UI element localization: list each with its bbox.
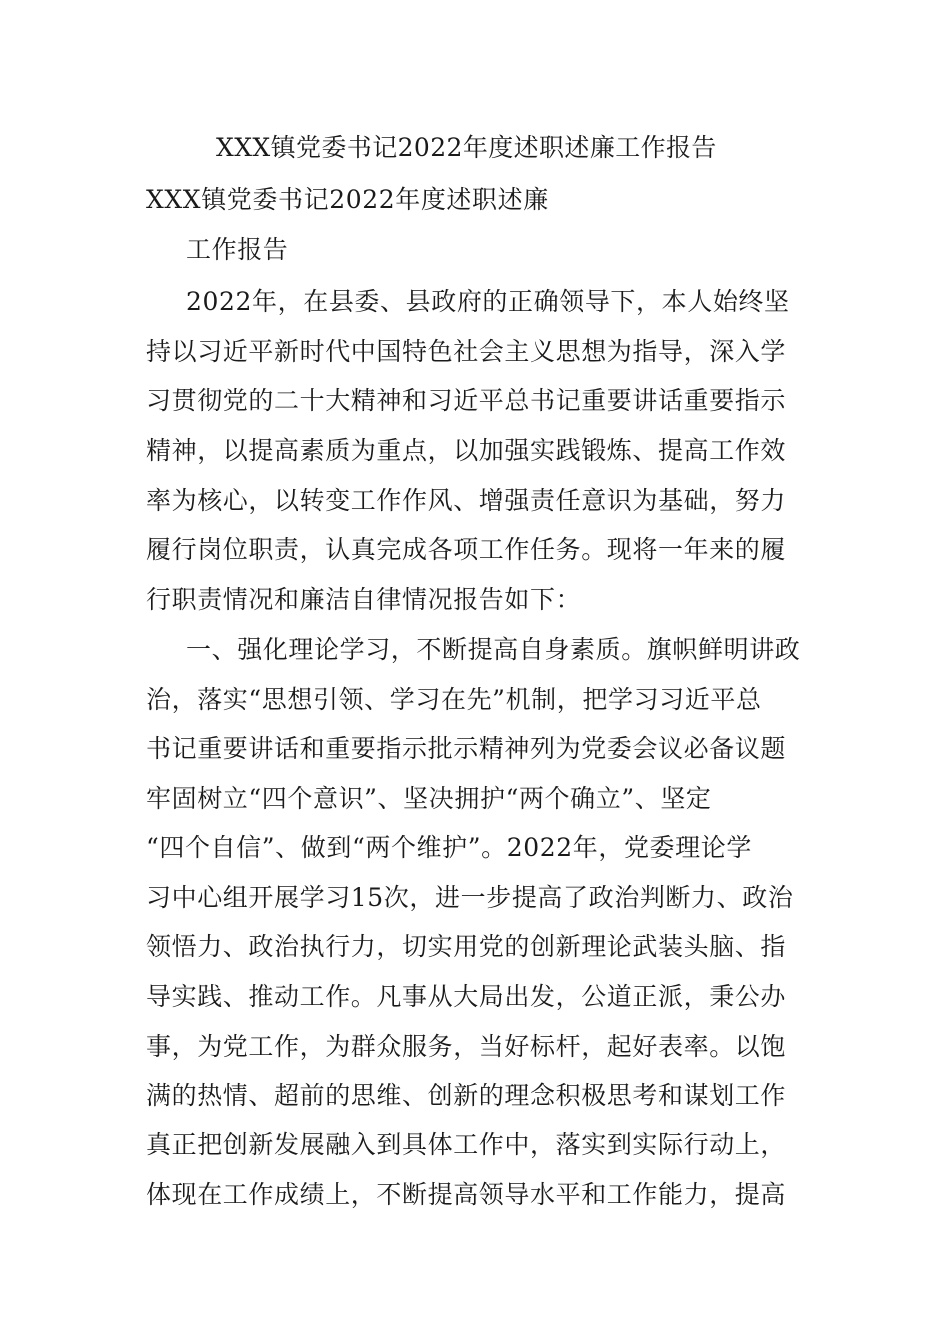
paragraph-line: 事，为党工作，为群众服务，当好标杆，起好表率。以饱 xyxy=(146,1032,787,1061)
paragraph-line: 体现在工作成绩上，不断提高领导水平和工作能力，提高 xyxy=(146,1180,787,1209)
paragraph-line: 书记重要讲话和重要指示批示精神列为党委会议必备议题 xyxy=(146,734,787,763)
paragraph-line: 满的热情、超前的思维、创新的理念积极思考和谋划工作 xyxy=(146,1081,787,1110)
paragraph-line: 履行岗位职责，认真完成各项工作任务。现将一年来的履 xyxy=(146,535,787,564)
paragraph-line: 真正把创新发展融入到具体工作中，落实到实际行动上， xyxy=(146,1130,787,1159)
paragraph-line: 2022年，在县委、县政府的正确领导下，本人始终坚 xyxy=(186,287,790,316)
paragraph-line: 导实践、推动工作。凡事从大局出发，公道正派，秉公办 xyxy=(146,982,787,1011)
document-subtitle-line-2: 工作报告 xyxy=(186,235,289,264)
paragraph-line: 行职责情况和廉洁自律情况报告如下： xyxy=(146,585,582,614)
paragraph-line: “四个自信”、做到“两个维护”。2022年，党委理论学 xyxy=(146,833,752,862)
document-subtitle-line-1: XXX镇党委书记2022年度述职述廉 xyxy=(146,185,549,214)
paragraph-line: 牢固树立“四个意识”、坚决拥护“两个确立”、坚定 xyxy=(146,784,712,813)
paragraph-line: 持以习近平新时代中国特色社会主义思想为指导，深入学 xyxy=(146,337,787,366)
paragraph-line: 率为核心，以转变工作作风、增强责任意识为基础，努力 xyxy=(146,486,787,515)
paragraph-line: 一、强化理论学习，不断提高自身素质。旗帜鲜明讲政 xyxy=(186,635,801,664)
paragraph-line: 精神，以提高素质为重点，以加强实践锻炼、提高工作效 xyxy=(146,436,787,465)
paragraph-line: 领悟力、政治执行力，切实用党的创新理论武装头脑、指 xyxy=(146,932,787,961)
paragraph-line: 习贯彻党的二十大精神和习近平总书记重要讲话重要指示 xyxy=(146,386,787,415)
document-title: XXX镇党委书记2022年度述职述廉工作报告 xyxy=(216,133,717,162)
paragraph-line: 治，落实“思想引领、学习在先”机制，把学习习近平总 xyxy=(146,685,762,714)
paragraph-line: 习中心组开展学习15次，进一步提高了政治判断力、政治 xyxy=(146,883,794,912)
